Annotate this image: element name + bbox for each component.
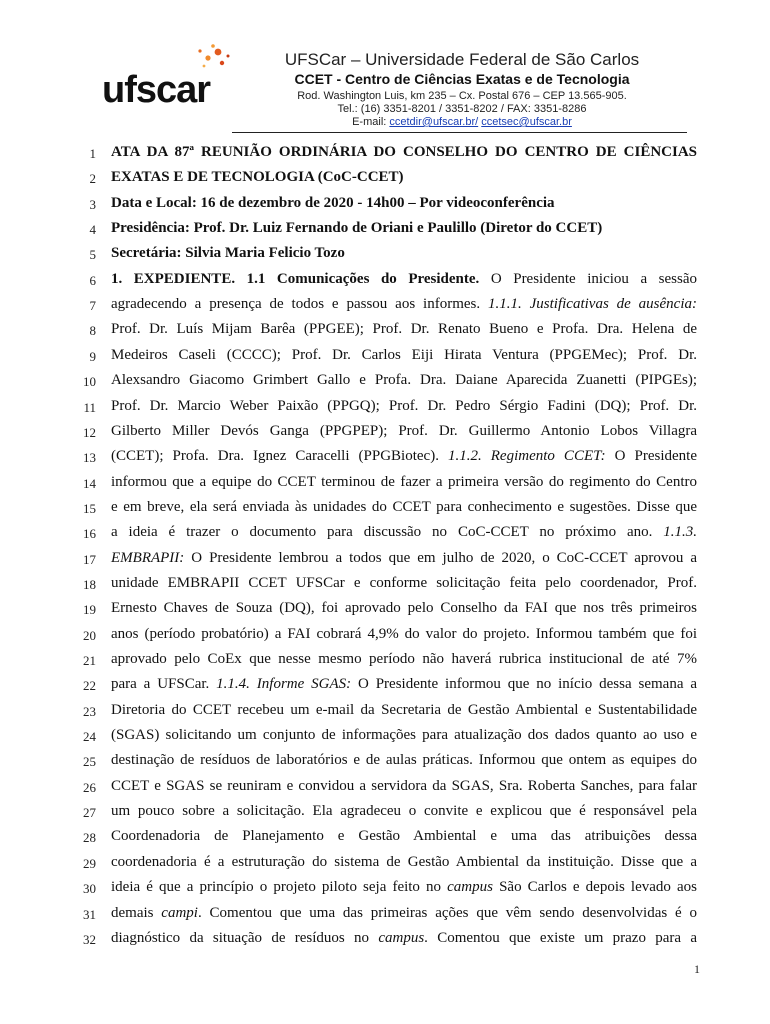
- line-number: 7: [89, 298, 96, 314]
- line-number: 4: [89, 222, 96, 238]
- text-run: Secretária: Silvia Maria Felicio Tozo: [111, 245, 345, 262]
- line-text: [111, 396, 697, 416]
- text-run: 1.1.2. Regimento CCET:: [447, 448, 606, 465]
- text-line: [0, 394, 770, 419]
- line-text: [111, 370, 697, 390]
- line-text: [111, 522, 697, 542]
- text-run: a ideia é trazer o documento para discussão no CoC-CCET no próximo ano.: [111, 524, 664, 541]
- line-text: [111, 903, 697, 923]
- line-text: [111, 167, 697, 187]
- document-header: [0, 0, 770, 140]
- text-line: [0, 520, 770, 545]
- text-run: O Presidente: [605, 448, 697, 465]
- text-run: agradecendo a presença de todos e passou aos informes.: [111, 296, 488, 313]
- text-line: [0, 571, 770, 596]
- line-text: [111, 142, 697, 162]
- text-run: Prof. Dr. Marcio Weber Paixão (PPGQ); Prof. Dr. Pedro Sérgio Fadini (DQ); Prof. Dr.: [111, 397, 697, 414]
- line-number: 18: [83, 576, 96, 592]
- text-run: CCET e SGAS se reuniram e convidou a servidora da SGAS, Sra. Roberta Sanches, para falar: [111, 777, 697, 794]
- text-run: Presidência: Prof. Dr. Luiz Fernando de Oriani e Paulillo (Diretor do CCET): [111, 220, 603, 237]
- text-run: 1.1.4. Informe SGAS:: [216, 676, 352, 693]
- line-number: 29: [83, 855, 96, 871]
- line-text: [111, 446, 697, 466]
- text-run: Data e Local: 16 de dezembro de 2020 - 14h00 – Por videoconferência: [111, 194, 555, 211]
- text-line: [0, 622, 770, 647]
- line-number: 23: [83, 703, 96, 719]
- text-run: O Presidente informou que no início dessa semana a: [351, 676, 697, 693]
- text-line: [0, 723, 770, 748]
- text-line: [0, 216, 770, 241]
- ufscar-logo: [100, 42, 240, 112]
- text-line: [0, 495, 770, 520]
- header-divider: [232, 132, 687, 133]
- text-run: unidade EMBRAPII CCET UFSCar e conforme solicitação feita pelo coordenador, Prof.: [111, 574, 697, 591]
- text-line: [0, 470, 770, 495]
- line-number: 1: [89, 146, 96, 161]
- line-text: [111, 548, 697, 568]
- line-text: [111, 243, 697, 263]
- text-run: campus: [447, 879, 493, 896]
- text-run: . Comentou que uma das primeiras ações que vêm sendo desenvolvidas é o: [197, 904, 697, 921]
- line-number: 12: [83, 424, 96, 440]
- svg-text:ufscar: ufscar: [102, 69, 211, 111]
- line-text: [111, 674, 697, 694]
- line-text: [111, 624, 697, 644]
- text-run: destinação de resíduos de laboratórios e de aulas práticas. Informou que ontem as equipes do: [111, 752, 697, 769]
- line-number: 2: [89, 171, 96, 187]
- line-number: 21: [83, 653, 96, 668]
- text-run: Coordenadoria de Planejamento e Gestão Ambiental e uma das atribuições dessa: [111, 828, 697, 845]
- text-run: campi: [161, 904, 198, 921]
- line-text: [111, 269, 697, 289]
- line-number: 14: [83, 475, 96, 491]
- line-number: 20: [83, 627, 96, 643]
- line-number: 8: [89, 323, 96, 339]
- text-line: [0, 774, 770, 799]
- line-number: 24: [83, 729, 96, 745]
- text-line: [0, 419, 770, 444]
- text-run: Alexsandro Giacomo Grimbert Gallo e Profa. Dra. Daiane Aparecida Zuanetti (PIPGEs);: [111, 372, 697, 389]
- text-run: O Presidente lembrou a todos que em julho de 2020, o CoC-CCET aprovou a: [184, 549, 697, 566]
- text-run: Medeiros Caseli (CCCC); Prof. Dr. Carlos Eiji Hirata Ventura (PPGEMec); Prof. Dr.: [111, 346, 697, 363]
- line-text: [111, 877, 697, 897]
- text-run: diagnóstico da situação de resíduos no: [111, 929, 379, 946]
- email-link-ccetdir[interactable]: ccetdir@ufscar.br/: [389, 116, 479, 128]
- line-text: [111, 497, 697, 517]
- line-number: 25: [83, 754, 96, 770]
- text-line: [0, 901, 770, 926]
- line-text: [111, 218, 697, 238]
- text-line: [0, 292, 770, 317]
- text-run: Ernesto Chaves de Souza (DQ), foi aprovado pelo Conselho da FAI que nos três primeiros: [111, 600, 697, 617]
- text-line: [0, 672, 770, 697]
- text-line: [0, 647, 770, 672]
- text-line: [0, 546, 770, 571]
- line-number: 15: [83, 500, 96, 516]
- address-line: Rod. Washington Luis, km 235 – Cx. Postal 676 – CEP 13.565-905.: [297, 90, 627, 102]
- text-line: [0, 850, 770, 875]
- text-run: Gilberto Miller Devós Ganga (PPGPEP); Prof. Dr. Guillermo Antonio Lobos Villagra: [111, 422, 697, 439]
- line-text: [111, 598, 697, 618]
- text-line: [0, 317, 770, 342]
- text-run: coordenadoria é a estruturação do sistema de Gestão Ambiental da instituição. Disse que a: [111, 853, 697, 870]
- line-number: 5: [89, 247, 96, 263]
- email-label: E-mail:: [352, 116, 390, 128]
- line-text: [111, 750, 697, 770]
- text-line: [0, 596, 770, 621]
- line-number: 3: [89, 196, 96, 212]
- line-number: 9: [89, 348, 96, 364]
- line-number: 26: [83, 779, 96, 795]
- line-text: [111, 852, 697, 872]
- text-line: [0, 241, 770, 266]
- line-text: [111, 801, 697, 821]
- text-run: (SGAS) solicitando um conjunto de informações para atualização dos dados quanto ao uso e: [111, 727, 697, 744]
- line-text: [111, 776, 697, 796]
- text-line: [0, 165, 770, 190]
- center-name: CCET - Centro de Ciências Exatas e de Tecnologia: [294, 71, 630, 87]
- text-run: São Carlos e depois levado aos: [492, 879, 698, 896]
- line-number: 30: [83, 881, 96, 897]
- text-line: [0, 444, 770, 469]
- text-run: O Presidente iniciou a sessão: [479, 270, 697, 287]
- text-run: para a UFSCar.: [111, 676, 217, 693]
- line-text: [111, 649, 697, 669]
- text-run: (CCET); Profa. Dra. Ignez Caracelli (PPGBiotec).: [111, 448, 448, 465]
- text-line: [0, 875, 770, 900]
- line-text: [111, 472, 697, 492]
- text-run: ideia é que a princípio o projeto piloto seja feito no: [111, 879, 448, 896]
- institution-name: UFSCar – Universidade Federal de São Carlos: [284, 50, 640, 69]
- line-text: [111, 193, 697, 213]
- text-run: informou que a equipe do CCET terminou de fazer a primeira versão do regimento do Centro: [111, 473, 697, 490]
- text-line: [0, 191, 770, 216]
- line-number: 31: [83, 906, 96, 922]
- text-run: Prof. Dr. Luís Mijam Barêa (PPGEE); Prof. Dr. Renato Bueno e Profa. Dra. Helena de: [111, 321, 697, 338]
- line-text: [111, 573, 697, 593]
- text-line: [0, 267, 770, 292]
- line-number: 6: [89, 272, 96, 288]
- text-line: [0, 824, 770, 849]
- line-number: 19: [83, 602, 96, 618]
- text-run: anos (período probatório) a FAI cobrará 4,9% do valor do projeto. Informou também que foi: [111, 625, 697, 642]
- text-run: 1.1.3.: [663, 524, 697, 541]
- line-number: 11: [83, 399, 96, 415]
- text-run: aprovado pelo CoEx que nesse mesmo período não haverá rubrica institucional de até 7%: [111, 651, 697, 667]
- text-line: [0, 698, 770, 723]
- line-number: 28: [83, 830, 96, 846]
- text-line: [0, 140, 770, 165]
- line-text: [111, 319, 697, 339]
- page-number: 1: [694, 962, 700, 976]
- text-line: [0, 343, 770, 368]
- text-run: 1.1.1. Justificativas de ausência:: [488, 296, 697, 313]
- line-number: 32: [83, 931, 96, 947]
- line-number: 17: [83, 551, 96, 567]
- line-text: [111, 826, 697, 846]
- email-link-ccetsec[interactable]: ccetsec@ufscar.br: [481, 116, 572, 128]
- email-line: [232, 116, 692, 129]
- text-line: [0, 926, 770, 951]
- text-line: [0, 748, 770, 773]
- line-text: [111, 700, 697, 720]
- text-run: EMBRAPII:: [111, 549, 185, 566]
- line-number: 13: [83, 450, 96, 466]
- text-line: [0, 368, 770, 393]
- text-run: EXATAS E DE TECNOLOGIA (CoC-CCET): [111, 169, 404, 186]
- text-line: [0, 799, 770, 824]
- text-run: ATA DA 87ª REUNIÃO ORDINÁRIA DO CONSELHO DO CENTRO DE CIÊNCIAS: [111, 144, 697, 160]
- text-run: e em breve, ela será enviada às unidades do CCET para conhecimento e sugestões. Disse que: [111, 498, 697, 515]
- line-text: [111, 294, 697, 314]
- line-text: [111, 345, 697, 365]
- text-run: um pouco sobre a solicitação. Ela agradeceu o convite e explicou que é responsável pela: [111, 803, 697, 820]
- text-run: demais: [111, 904, 162, 921]
- phone-line: Tel.: (16) 3351-8201 / 3351-8202 / FAX: 3351-8286: [337, 103, 587, 115]
- text-run: 1. EXPEDIENTE. 1.1 Comunicações do Presidente.: [111, 270, 480, 287]
- text-run: campus: [378, 929, 425, 946]
- line-text: [111, 725, 697, 745]
- line-number: 10: [83, 374, 96, 390]
- line-text: [111, 928, 697, 948]
- text-run: . Comentou que existe um prazo para a: [424, 929, 697, 946]
- line-number: 27: [83, 805, 96, 821]
- line-text: [111, 421, 697, 441]
- line-number: 22: [83, 678, 96, 694]
- text-run: Diretoria do CCET recebeu um e-mail da Secretaria de Gestão Ambiental e Sustentabilidade: [111, 701, 697, 718]
- line-number: 16: [83, 526, 96, 542]
